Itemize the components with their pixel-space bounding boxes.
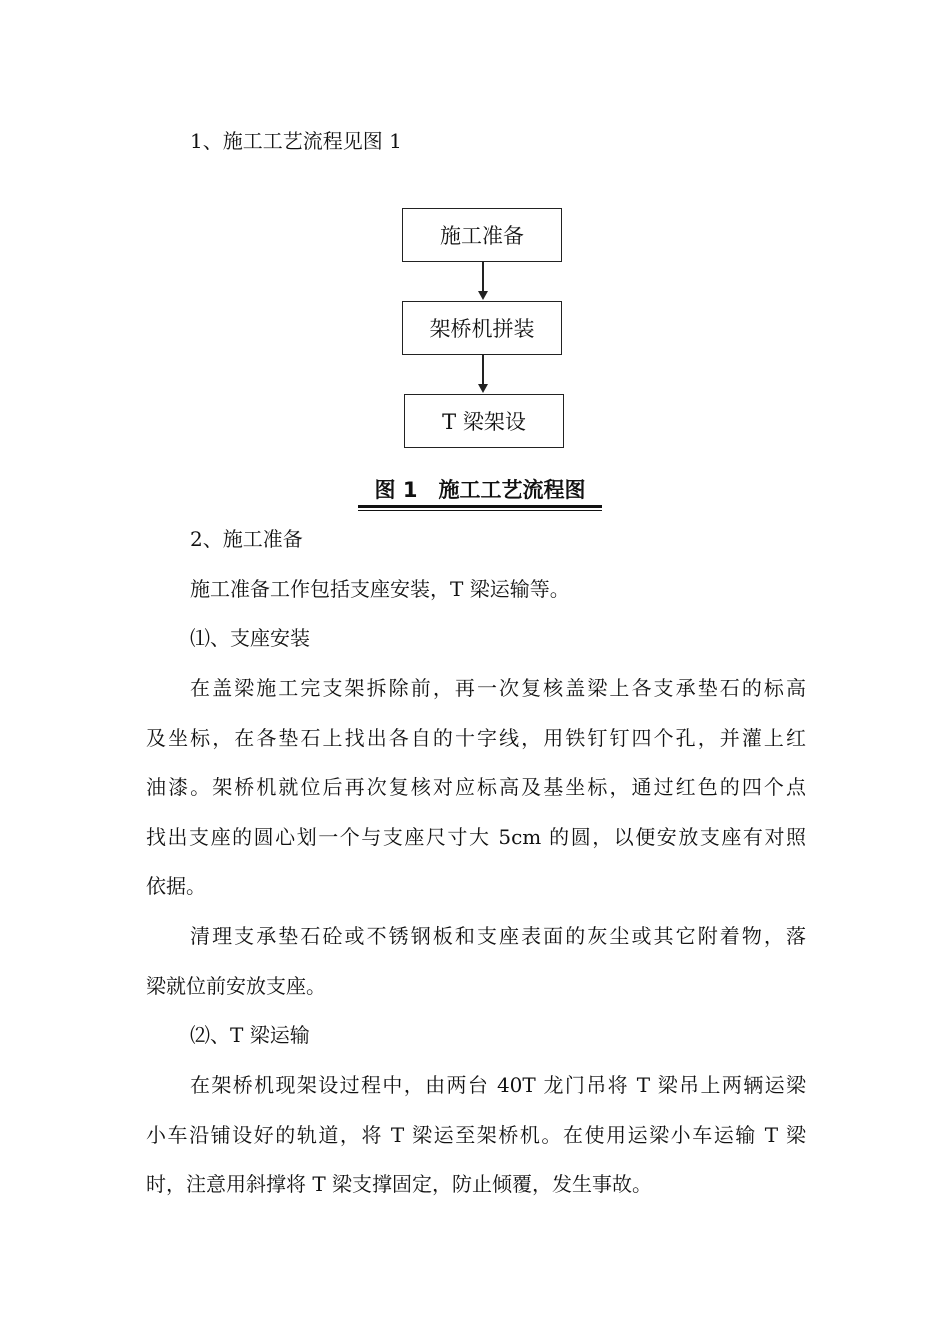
arrow-down-icon [478, 384, 488, 393]
paragraph-line: 油漆。架桥机就位后再次复核对应标高及基坐标，通过红色的四个点 [146, 775, 806, 799]
subsection-heading: ⑵、T 梁运输 [190, 1023, 310, 1047]
paragraph-line: 时，注意用斜撑将 T 梁支撑固定，防止倾覆，发生事故。 [146, 1172, 653, 1196]
flow-arrow-line [482, 262, 484, 291]
paragraph-line: 在架桥机现架设过程中，由两台 40T 龙门吊将 T 梁吊上两辆运梁 [190, 1073, 806, 1097]
caption-rule-thick [358, 505, 602, 508]
figure-caption: 图 1 施工工艺流程图 [374, 478, 586, 502]
section-heading: 1、施工工艺流程见图 1 [190, 129, 402, 153]
paragraph-line: 施工准备工作包括支座安装，T 梁运输等。 [190, 577, 570, 601]
flow-step-erect: T 梁架设 [404, 394, 564, 448]
subsection-heading: ⑴、支座安装 [190, 626, 310, 650]
paragraph-line: 在盖梁施工完支架拆除前，再一次复核盖梁上各支承垫石的标高 [190, 676, 806, 700]
paragraph-line: 依据。 [146, 874, 206, 898]
paragraph-line: 清理支承垫石砼或不锈钢板和支座表面的灰尘或其它附着物，落 [190, 924, 806, 948]
paragraph-line: 梁就位前安放支座。 [146, 974, 326, 998]
paragraph-line: 及坐标，在各垫石上找出各自的十字线，用铁钉钉四个孔，并灌上红 [146, 726, 806, 750]
flow-step-assemble: 架桥机拼装 [402, 301, 562, 355]
arrow-down-icon [478, 291, 488, 300]
flow-arrow-line [482, 355, 484, 384]
flow-step-prepare: 施工准备 [402, 208, 562, 262]
paragraph-line: 找出支座的圆心划一个与支座尺寸大 5cm 的圆，以便安放支座有对照 [146, 825, 806, 849]
paragraph-line: 小车沿铺设好的轨道，将 T 梁运至架桥机。在使用运梁小车运输 T 梁 [146, 1123, 806, 1147]
caption-rule-thin [358, 510, 602, 511]
section-heading: 2、施工准备 [190, 527, 303, 551]
